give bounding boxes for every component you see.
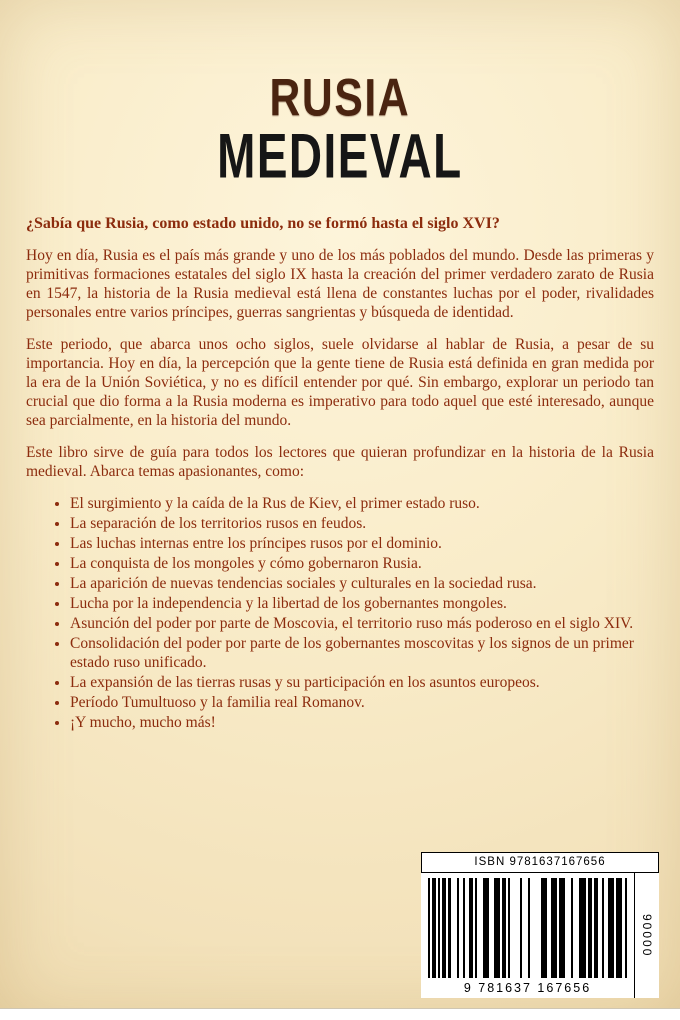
list-item: • Lucha por la independencia y la libertad de los gobernantes mongoles. bbox=[70, 594, 650, 613]
title-line-medieval bbox=[0, 121, 680, 192]
list-item: • La expansión de las tierras rusas y su participación en los asuntos europeos. bbox=[70, 673, 650, 692]
paragraph-1: Hoy en día, Rusia es el país más grande y uno de los más poblados del mundo. Desde las primeras y primitivas formaciones estatales del siglo IX hasta la creación del primer verdadero zarato de Rusia en 1547, la historia de la Rusia medieval está llena de constantes luchas por el poder, rivalidades personales entre varios príncipes, guerras sangrientas y búsqueda de identidad. bbox=[26, 247, 654, 321]
paragraph-2: Este periodo, que abarca unos ocho siglos, suele olvidarse al hablar de Rusia, a pesar de su importancia. Hoy en día, la percepción que la gente tiene de Rusia está definida en gran medida por la era de la Unión Soviética, y no es difícil entender por qué. Sin embargo, explorar un periodo tan crucial que dio forma a la Rusia moderna es imperativo para todo aquel que esté interesado, aunque sea parcialmente, en la historia del mundo. bbox=[26, 336, 654, 429]
back-cover-text bbox=[0, 188, 680, 732]
list-item: • ¡Y mucho, mucho más! bbox=[70, 713, 650, 732]
list-item: • La aparición de nuevas tendencias sociales y culturales en la sociedad rusa. bbox=[70, 574, 650, 593]
page-bottom-edge bbox=[0, 1008, 680, 1020]
barcode-left bbox=[421, 873, 634, 998]
topics-list bbox=[26, 494, 654, 732]
barcode-block bbox=[421, 852, 659, 998]
title-line-rusia bbox=[0, 68, 680, 128]
title-text-rusia: RUSIA bbox=[269, 68, 411, 128]
list-item: • La separación de los territorios rusos en feudos. bbox=[70, 514, 650, 533]
list-item: • Las luchas internas entre los príncipes rusos por el dominio. bbox=[70, 534, 650, 553]
list-intro: Este libro sirve de guía para todos los lectores que quieran profundizar en la historia de la Rusia medieval. Abarca temas apasionantes, como: bbox=[26, 444, 654, 480]
hook-question: ¿Sabía que Rusia, como estado unido, no se formó hasta el siglo XVI? bbox=[26, 215, 500, 232]
list-item: • Asunción del poder por parte de Moscovia, el territorio ruso más poderoso en el siglo XIV. bbox=[70, 614, 650, 633]
title-text-medieval: MEDIEVAL bbox=[217, 121, 463, 192]
title-block bbox=[0, 0, 680, 192]
isbn-label: ISBN 9781637167656 bbox=[421, 852, 659, 873]
list-item: • Consolidación del poder por parte de los gobernantes moscovitas y los signos de un primer estado ruso unificado. bbox=[70, 634, 650, 672]
barcode-bars bbox=[428, 878, 627, 978]
barcode-price-code: 90000 bbox=[634, 873, 659, 998]
barcode-body bbox=[421, 873, 659, 998]
list-item: • La conquista de los mongoles y cómo gobernaron Rusia. bbox=[70, 554, 650, 573]
barcode-digits: 9 781637 167656 bbox=[463, 981, 592, 995]
list-item: • Período Tumultuoso y la familia real Romanov. bbox=[70, 693, 650, 712]
list-item: • El surgimiento y la caída de la Rus de Kiev, el primer estado ruso. bbox=[70, 494, 650, 513]
